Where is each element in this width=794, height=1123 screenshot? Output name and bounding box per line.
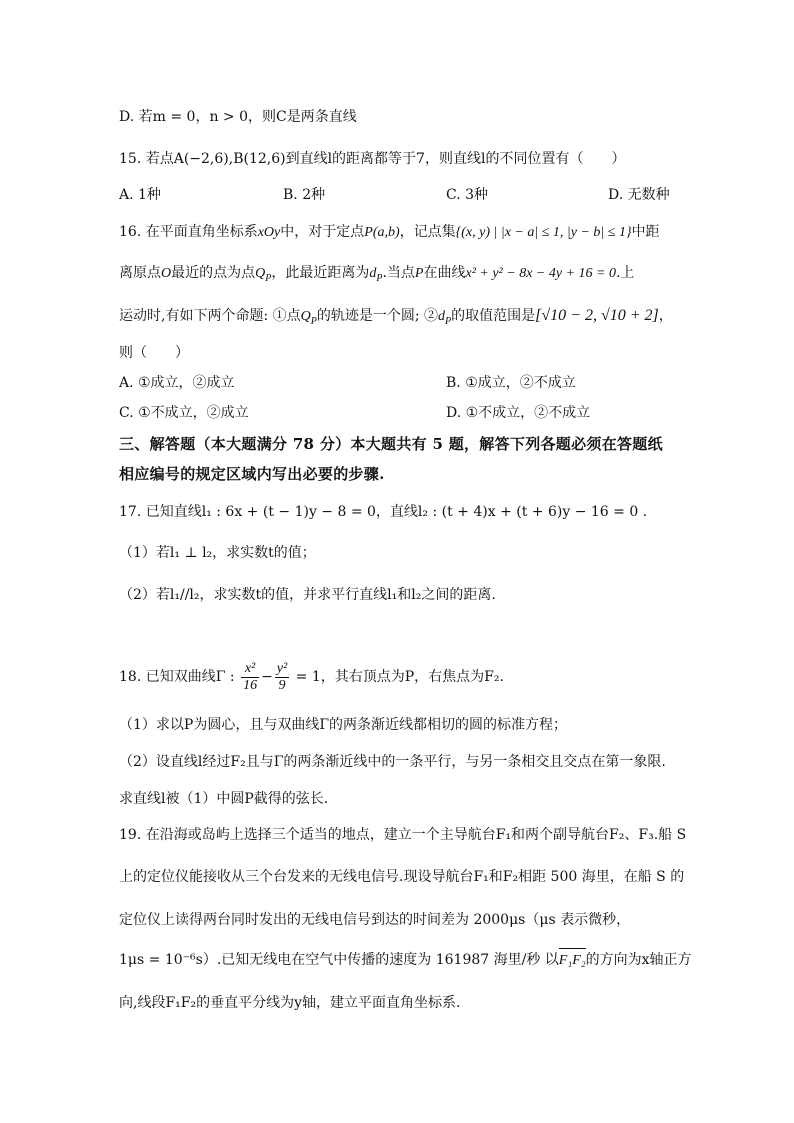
q16-option-d: D. ①不成立，②不成立: [446, 405, 591, 421]
q15-option-d: D. 无数种: [608, 187, 670, 203]
q19-line-1: 19. 在沿海或岛屿上选择三个适当的地点，建立一个主导航台F₁和两个副导航台F₂、F₃.船 S: [119, 827, 687, 843]
q18-minus: −: [261, 669, 273, 685]
q16-l2-d: Q: [255, 266, 266, 281]
q16-l1-a: 16. 在平面直角坐标系: [119, 224, 258, 240]
q16-l3-f: [√10 − 2, √10 + 2]: [535, 307, 659, 324]
q16-option-b: B. ①成立，②不成立: [446, 375, 576, 391]
q16-l2-f: d: [369, 266, 377, 281]
q17-stem: 17. 已知直线l₁ : 6x + (t − 1)y − 8 = 0，直线l₂ : (t + 4)x + (t + 6)y − 16 = 0 .: [119, 504, 648, 520]
q16-l3-d: d: [438, 309, 446, 324]
q16-l1-b: xOy: [257, 225, 281, 240]
q14-option-d: D. 若m = 0，n > 0，则C是两条直线: [119, 109, 357, 125]
q16-l1-d: P(a,b): [364, 225, 400, 240]
q16-l3-b: Q: [300, 309, 311, 324]
q19-l4-a: 1μs = 10⁻⁶s）.已知无线电在空气中传播的速度为 161987 海里/秒 以: [119, 952, 559, 968]
q17-part-1: （1）若l₁ ⊥ l₂，求实数t的值；: [119, 545, 316, 561]
q18-part-1: （1）求以P为圆心，且与双曲线Γ的两条渐近线都相切的圆的标准方程；: [119, 717, 568, 733]
q16-l3-c: 的轨迹是一个圆; ②: [316, 308, 439, 324]
q16-l2-b: O: [161, 266, 172, 281]
q16-line-4: 则（ ）: [119, 345, 189, 361]
q16-option-a: A. ①成立，②成立: [119, 375, 235, 391]
q15-option-c: C. 3种: [446, 187, 489, 203]
q18-frac1-num: x²: [241, 661, 259, 678]
q18-fraction-2: [275, 661, 289, 694]
q18-stem: [119, 658, 504, 696]
q16-l3-a: 运动时,有如下两个命题: ①点: [119, 308, 301, 324]
q16-l1-e: ，记点集: [399, 224, 456, 240]
q16-line-3: 运动时,有如下两个命题: ①点$Q_P$的轨迹是一个圆; $②d_P$的取值范围是[√10 − 2, √10 + 2]，: [119, 307, 673, 327]
q19-line-3: 定位仪上读得两台同时发出的无线电信号到达的时间差为 2000μs（μs 表示微秒，: [119, 912, 631, 928]
section-3-heading-line-1: 三、解答题（本大题满分 78 分）本大题共有 5 题，解答下列各题必须在答题纸: [119, 435, 663, 453]
q16-l1-c: 中，对于定点: [280, 224, 365, 240]
q18-frac2-den: 9: [278, 677, 286, 693]
q16-line-2: 离原点O最近的点为点$Q_P$，此最近距离为$d_P$.当点P在曲线x² + y² − 8x − 4y + 16 = 0.上: [119, 265, 635, 284]
q17-part-2: （2）若l₁//l₂，求实数t的值，并求平行直线l₁和l₂之间的距离.: [119, 587, 496, 603]
q19-vector-f1f2: F₁F₂: [559, 951, 586, 971]
q16-l1-g: 中距: [631, 224, 660, 240]
q16-l2-h: P: [414, 266, 424, 281]
q16-l2-a: 离原点: [119, 265, 161, 281]
q18-fraction-1: [241, 661, 259, 694]
q16-l2-c: 最近的点为点: [171, 265, 256, 281]
q15-stem: 15. 若点A(−2,6),B(12,6)到直线l的距离都等于7，则直线l的不同位置有（ ）: [119, 151, 626, 167]
q16-l1-f: {(x, y) | |x − a| ≤ 1, |y − b| ≤ 1}: [455, 225, 632, 240]
q16-l2-i: 在曲线: [423, 265, 466, 281]
q16-line-1: [119, 222, 660, 243]
q15-option-b: B. 2种: [283, 187, 326, 203]
q15-option-a: A. 1种: [119, 187, 161, 203]
q19-line-2: 上的定位仪能接收从三个台发来的无线电信号.现设导航台F₁和F₂相距 500 海里，在船 S 的: [119, 869, 685, 885]
q18-part-2-line-2: 求直线l被（1）中圆P截得的弦长.: [119, 791, 329, 807]
q16-option-c: C. ①不成立，②成立: [119, 405, 249, 421]
q16-l3-e: 的取值范围是: [451, 308, 536, 324]
q16-l2-j: x² + y² − 8x − 4y + 16 = 0: [465, 266, 616, 281]
q18-frac1-den: 16: [243, 677, 258, 693]
q16-l2-g: .当点: [382, 265, 415, 281]
q16-l2-e: ，此最近距离为: [271, 265, 370, 281]
q16-l3-g: ，: [658, 308, 673, 324]
q16-l2-k: .上: [615, 265, 635, 281]
q19-l4-b: 的方向为x轴正方: [585, 952, 692, 968]
q19-line-5: 向,线段F₁F₂的垂直平分线为y轴，建立平面直角坐标系.: [119, 995, 461, 1011]
q18-frac2-num: y²: [276, 660, 288, 676]
q18-stem-a: 18. 已知双曲线Γ :: [119, 669, 235, 685]
q19-line-4: [119, 950, 692, 971]
q18-stem-b: = 1，其右顶点为P，右焦点为F₂.: [295, 669, 504, 685]
q18-part-2-line-1: （2）设直线l经过F₂且与Γ的两条渐近线中的一条平行，与另一条相交且交点在第一象限.: [119, 754, 666, 770]
section-3-heading-line-2: 相应编号的规定区域内写出必要的步骤.: [119, 465, 385, 483]
